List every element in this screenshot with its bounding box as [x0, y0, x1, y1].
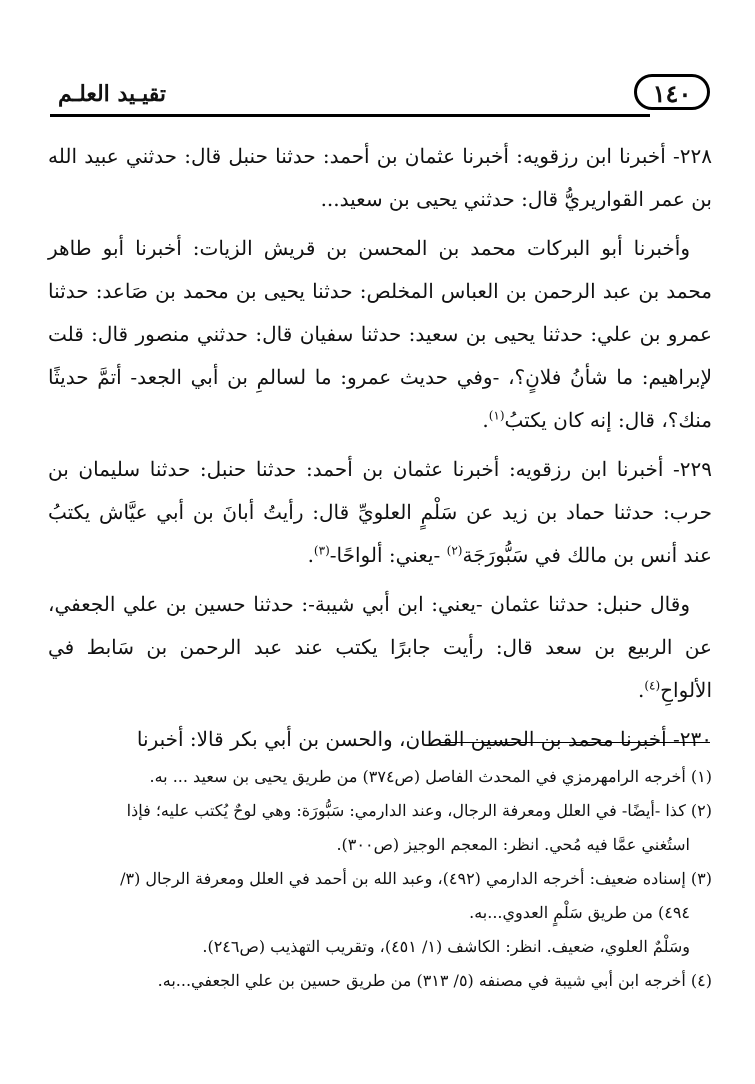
footnote-mark: (٣)	[313, 543, 330, 558]
paragraph-text: ٢٢٨- أخبرنا ابن رزقويه: أخبرنا عثمان بن أحمد: حدثنا حنبل قال: حدثني عبيد الله بن عمر القواريريُّ قال: حدثني يحيى بن سعيد...	[48, 144, 712, 211]
paragraph-229: ٢٢٩- أخبرنا ابن رزقويه: أخبرنا عثمان بن أحمد: حدثنا حنبل: حدثنا سليمان بن حرب: حدثنا حماد بن زيد عن سَلْمٍ العلويِّ قال: رأيتُ أبانَ بن أبي عيَّاش يكتبُ عند أنس بن مالك في سَبُّورَجَة$^{(٢)}$ -يعني: ألواحًا-$^{(٣)}$.	[48, 457, 712, 567]
footnote-4: (٤) أخرجه ابن أبي شيبة في مصنفه (٥/ ٣١٣) من طريق حسين بن علي الجعفي...به.	[157, 971, 712, 990]
page-header	[50, 70, 710, 120]
footnote-divider	[440, 742, 710, 743]
footnote-3: (٣) إسناده ضعيف: أخرجه الدارمي (٤٩٢)، وعبد الله بن أحمد في العلل ومعرفة الرجال (٣/	[120, 869, 712, 888]
footnote-3-continued: ٤٩٤) من طريق سَلْمٍ العدوي...به.	[469, 903, 690, 922]
footnote-2: (٢) كذا -أيضًا- في العلل ومعرفة الرجال، وعند الدارمي: سَبُّورَة: وهي لوحٌ يُكتب عليه؛ فإذا	[126, 801, 712, 820]
paragraph-230	[48, 718, 712, 761]
footnote-mark: (٤)	[644, 678, 661, 693]
paragraph-text: وأخبرنا أبو البركات محمد بن المحسن بن قريش الزيات: أخبرنا أبو طاهر محمد بن عبد الرحمن بن العباس المخلص: حدثنا يحيى بن محمد بن صَاعد: حدثنا عمرو بن علي: حدثنا يحيى بن سعيد: حدثنا سفيان قال: حدثني منصور قال: قلت لإبراهيم: ما شأنُ فلانٍ؟، -وفي حديث عمرو: ما لسالمِ بن أبي الجعد- أتمَّ حديثًا منك؟، قال: إنه كان يكتبُ	[48, 236, 712, 432]
paragraph-228	[48, 135, 712, 221]
header-rule	[50, 114, 650, 117]
footnote-3-note: وسَلْمٌ العلوي، ضعيف. انظر: الكاشف (١/ ٤٥١)، وتقريب التهذيب (ص٢٤٦).	[202, 937, 690, 956]
paragraph-text: ٢٢٩- أخبرنا ابن رزقويه: أخبرنا عثمان بن أحمد: حدثنا حنبل: حدثنا سليمان بن حرب: حدثنا حماد بن زيد عن سَلْمٍ العلويِّ قال: رأيتُ أبانَ بن أبي عيَّاش يكتبُ عند أنس بن مالك في سَبُّورَجَة	[48, 457, 712, 567]
main-text	[48, 135, 712, 767]
paragraph-text: ٢٣٠- أخبرنا محمد بن الحسين القطان، والحسن بن أبي بكر قالا: أخبرنا	[136, 727, 712, 751]
paragraph-text: -يعني: ألواحًا-	[329, 543, 441, 567]
paragraph-228-chain: وأخبرنا أبو البركات محمد بن المحسن بن قريش الزيات: أخبرنا أبو طاهر محمد بن عبد الرحمن بن العباس المخلص: حدثنا يحيى بن محمد بن صَاعد: حدثنا عمرو بن علي: حدثنا يحيى بن سعيد: حدثنا سفيان قال: حدثني منصور قال: قلت لإبراهيم: ما شأنُ فلانٍ؟، -وفي حديث عمرو: ما لسالمِ بن أبي الجعد- أتمَّ حديثًا منك؟، قال: إنه كان يكتبُ$^{(١)}$.	[48, 236, 712, 432]
book-title: تقيـيد العلـم	[58, 81, 166, 107]
page-number: ١٤٠	[634, 74, 710, 110]
footnote-2-continued: استُغني عمَّا فيه مُحي. انظر: المعجم الوجيز (ص٣٠٠).	[336, 835, 690, 854]
footnotes	[48, 760, 712, 998]
footnote-mark: (٢)	[446, 543, 463, 558]
footnote-1: (١) أخرجه الرامهرمزي في المحدث الفاصل (ص٣٧٤) من طريق يحيى بن سعيد ... به.	[149, 767, 712, 786]
footnote-mark: (١)	[488, 408, 505, 423]
paragraph-text: وقال حنبل: حدثنا عثمان -يعني: ابن أبي شيبة-: حدثنا حسين بن علي الجعفي، عن الربيع بن سعد قال: رأيت جابرًا يكتب عند عبد الرحمن بن سَابط في الألواحِ	[48, 592, 712, 702]
paragraph-hanbal: وقال حنبل: حدثنا عثمان -يعني: ابن أبي شيبة-: حدثنا حسين بن علي الجعفي، عن الربيع بن سعد قال: رأيت جابرًا يكتب عند عبد الرحمن بن سَابط في الألواحِ$^{(٤)}$.	[48, 592, 712, 702]
